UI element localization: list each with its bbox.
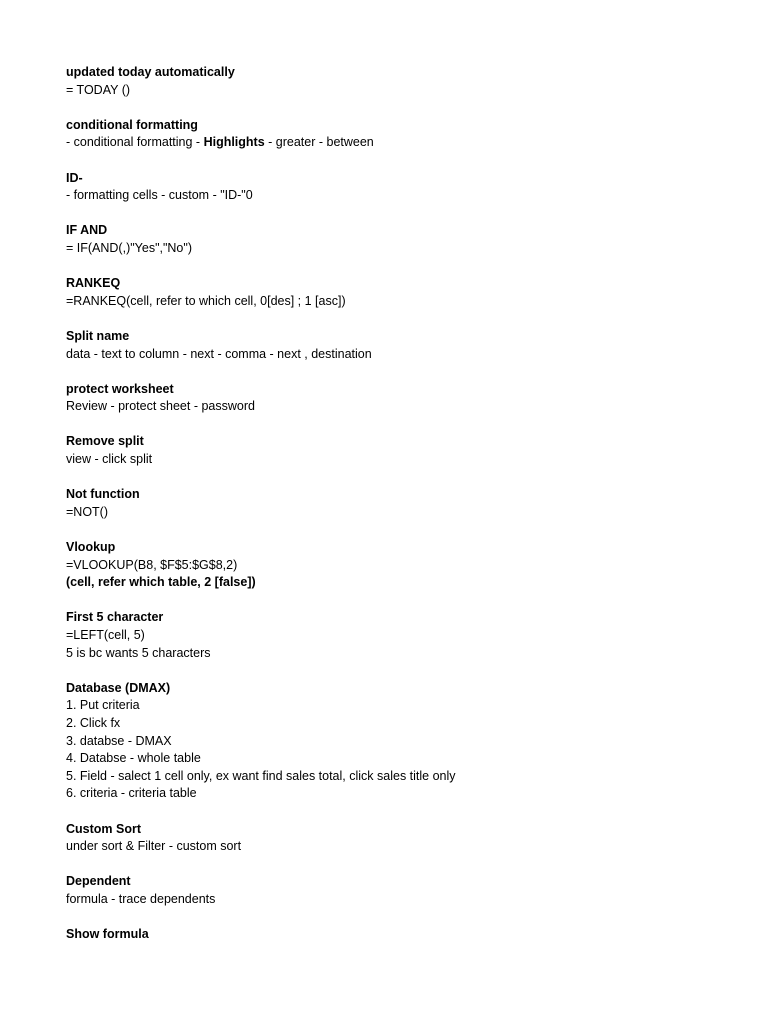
note-section-custom-sort (66, 821, 726, 856)
section-line: Review - protect sheet - password (66, 399, 255, 414)
note-section-split-name (66, 328, 726, 363)
list-item: 6. criteria - criteria table (66, 786, 197, 801)
section-heading: Vlookup (66, 540, 116, 555)
list-item: 4. Databse - whole table (66, 751, 201, 766)
note-section-id (66, 170, 726, 205)
section-line: =LEFT(cell, 5) (66, 628, 145, 642)
note-section-if-and (66, 222, 726, 257)
line-text: - greater - between (264, 135, 374, 150)
list-item: 3. databse - DMAX (66, 733, 172, 748)
section-heading: protect worksheet (66, 381, 174, 396)
section-heading: updated today automatically (66, 65, 235, 79)
note-section-database-dmax (66, 680, 726, 803)
note-section-today (66, 64, 726, 99)
list-item: 2. Click fx (66, 715, 121, 730)
document-page (66, 64, 726, 961)
section-heading: Split name (66, 328, 130, 343)
section-line: =RANKEQ(cell, refer to which cell, 0[des] ; 1 [asc]) (66, 293, 346, 308)
section-line: data - text to column - next - comma - next , destination (66, 346, 372, 361)
section-heading: Remove split (66, 434, 144, 449)
section-heading: IF AND (66, 223, 108, 238)
section-heading: Not function (66, 487, 140, 502)
note-section-conditional-formatting (66, 117, 726, 152)
section-line: =NOT() (66, 504, 109, 519)
section-heading: RANKEQ (66, 276, 121, 291)
section-heading: Show formula (66, 927, 149, 942)
note-section-protect-worksheet (66, 381, 726, 416)
section-heading: ID- (66, 170, 83, 185)
section-heading: Dependent (66, 874, 131, 889)
section-line: - formatting cells - custom - "ID-"0 (66, 188, 253, 203)
section-line: =VLOOKUP(B8, $F$5:$G$8,2) (66, 557, 238, 572)
note-section-dependent (66, 873, 726, 908)
note-section-rankeq (66, 275, 726, 310)
section-heading: Custom Sort (66, 821, 141, 836)
list-item: 1. Put criteria (66, 698, 140, 713)
section-line: 5 is bc wants 5 characters (66, 645, 211, 660)
note-section-remove-split (66, 433, 726, 468)
section-line (66, 134, 726, 152)
section-heading: conditional formatting (66, 117, 198, 132)
section-bold-line: (cell, refer which table, 2 [false]) (66, 575, 256, 590)
section-line: formula - trace dependents (66, 891, 216, 906)
section-line: = IF(AND(,)"Yes","No") (66, 240, 192, 255)
section-line: view - click split (66, 452, 153, 467)
note-section-vlookup (66, 539, 726, 592)
note-section-first-5-character (66, 609, 726, 662)
line-bold-text: Highlights (203, 135, 265, 150)
note-section-show-formula (66, 926, 726, 944)
section-heading: Database (DMAX) (66, 680, 171, 695)
note-section-not-function (66, 486, 726, 521)
section-line: under sort & Filter - custom sort (66, 839, 242, 854)
section-heading: First 5 character (66, 610, 164, 625)
section-line: = TODAY () (66, 82, 131, 97)
line-text: - conditional formatting - (66, 135, 204, 150)
list-item: 5. Field - salect 1 cell only, ex want find sales total, click sales title only (66, 768, 456, 783)
